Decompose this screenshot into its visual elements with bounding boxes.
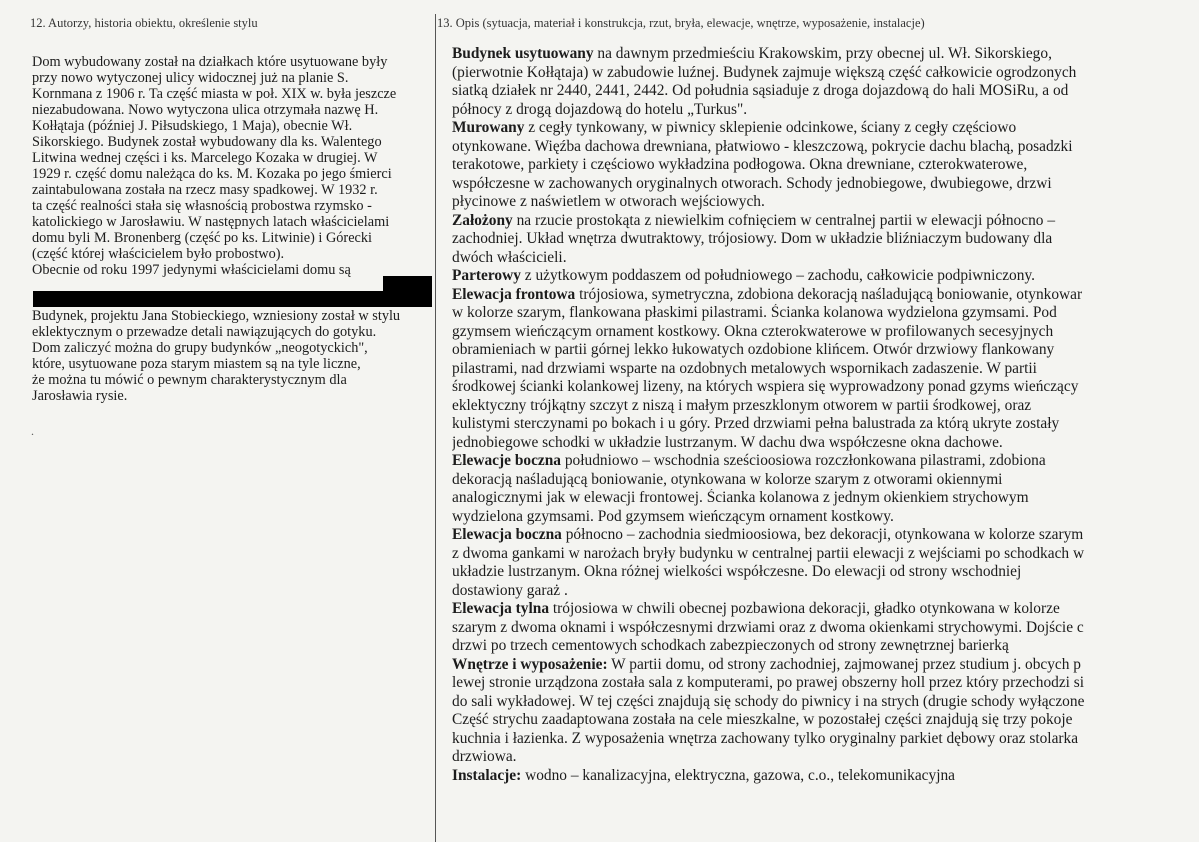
section-heading: Instalacje: <box>452 766 522 784</box>
text-line: które, usytuowane poza starym miastem są na tyle liczne, <box>32 356 361 372</box>
text-line <box>452 323 1199 342</box>
text-line <box>452 101 1199 120</box>
text-line <box>452 489 1199 508</box>
section-heading: Założony <box>452 211 513 229</box>
line-text: jednobiegowe schodki w układzie lustrzanym. W dachu dwa współczesne okna dachowe. <box>452 433 1003 451</box>
text-line <box>452 286 1199 305</box>
line-text: terakotowe, parkiety i częściowo wykładzina podłogowa. Okna drewniane, czterokwaterowe, <box>452 156 1028 173</box>
text-line <box>452 249 1199 268</box>
line-text: północno – zachodnia siedmioosiowa, bez dekoracji, otynkowana w kolorze szarym <box>561 526 1084 543</box>
text-line <box>452 730 1199 749</box>
section-heading: Budynek usytuowany <box>452 45 594 62</box>
text-line: Litwina wednej części i ks. Marcelego Kozaka w drugiej. W <box>32 150 378 166</box>
section-heading: Wnętrze i wyposażenie: <box>452 655 608 673</box>
left-section-header: 12. Autorzy, historia obiektu, określenie stylu <box>30 16 258 30</box>
text-line <box>452 82 1199 101</box>
line-text: na rzucie prostokąta z niewielkim cofnięciem w centralnej partii w elewacji północno – <box>512 211 1056 229</box>
line-text: z dwoma gankami w narożach bryły budynku w centralnej partii elewacji z wejściami po schodkach w <box>452 544 1085 562</box>
text-line: Dom zaliczyć można do grupy budynków „neogotyckich", <box>32 340 368 356</box>
line-text: z użytkowym poddaszem od południowego – zachodu, całkowicie podpiwniczony. <box>520 267 1035 284</box>
text-line: 1929 r. część domu należąca do ks. M. Kozaka po jego śmierci <box>32 166 392 182</box>
text-line: Obecnie od roku 1997 jedynymi właścicielami domu są <box>32 262 351 278</box>
text-line: Sikorskiego. Budynek został wybudowany dla ks. Walentego <box>32 134 382 150</box>
line-text: pilastrami, nad drzwiami wsparte na ozdobnych metalowych wspornikach zadaszenie. W partii <box>452 359 1037 377</box>
line-text: dwóch właścicieli. <box>452 248 567 266</box>
text-line: Kołłątaja (później J. Piłsudskiego, 1 Maja), obecnie Wł. <box>32 118 353 134</box>
text-line <box>452 674 1199 693</box>
text-line: eklektycznym o przewadze detali nawiązujących do gotyku. <box>32 324 377 340</box>
line-text: do sali wykładowej. W tej części znajdują się schody do piwnicy i na strych (drugie schody wyłączone <box>452 692 1085 710</box>
text-line <box>452 582 1199 601</box>
text-line: (część której właścicielem było probostwo). <box>32 246 285 262</box>
line-text: w kolorze szarym, flankowana płaskimi pilastrami. Ścianka kolanowa wydzielona gzymsami. Pod <box>452 304 1057 321</box>
text-line <box>452 600 1199 619</box>
line-text: na dawnym przedmieściu Krakowskim, przy obecnej ul. Wł. Sikorskiego, <box>593 45 1052 62</box>
line-text: układzie lustrzanym. Okna różnej wielkości współczesne. Do elewacji od strony wschodniej <box>452 563 1022 580</box>
line-text: trójosiowa w chwili obecnej pozbawiona dekoracji, gładko otynkowana w kolorze <box>549 600 1060 617</box>
line-text: południowo – wschodnia sześcioosiowa rozczłonkowana pilastrami, zdobiona <box>561 452 1046 469</box>
line-text: współczesne w zachowanych oryginalnych otworach. Schody jednobiegowe, dwubiegowe, drzwi <box>452 174 1052 192</box>
column-divider <box>435 14 436 842</box>
text-line <box>452 656 1199 675</box>
text-line <box>452 637 1199 656</box>
text-line <box>452 619 1199 638</box>
line-text: W partii domu, od strony zachodniej, zajmowanej przez studium j. obcych p <box>607 655 1082 673</box>
text-line <box>452 267 1199 286</box>
line-text: eklektyczny trójkątny szczyt z niszą i małym przeszklonym otworem w partii środkowej, oraz <box>452 396 1032 414</box>
section-heading: Murowany <box>452 119 525 136</box>
text-line: Kornmana z 1906 r. Ta część miasta w poł. XIX w. była jeszcze <box>32 86 397 102</box>
text-line: przy nowo wytyczonej ulicy widocznej już na planie S. <box>32 70 349 86</box>
text-line <box>452 526 1199 545</box>
text-line <box>452 748 1199 767</box>
line-text: północy z drogą dojazdową do hotelu „Turkus". <box>452 100 748 118</box>
line-text: otynkowane. Więźba dachowa drewniana, płatwiowo - kleszczową, pokrycie dachu blachą, posadzki <box>452 137 1073 155</box>
line-text: kulistymi sterczynami po bokach i u góry. Przed drzwiami pełna balustrada za którą ukryte zostały <box>452 415 1060 432</box>
line-text: lewej stronie urządzona została sala z komputerami, po prawej obszerny holl przez który przechodzi si <box>452 674 1085 691</box>
text-line: Jarosławia rysie. <box>32 388 128 404</box>
text-line: katolickiego w Jarosławiu. W następnych latach właścicielami <box>32 214 390 230</box>
stray-mark: . <box>31 424 34 438</box>
line-text: z cegły tynkowany, w piwnicy sklepienie odcinkowe, ściany z cegły częściowo <box>524 119 1017 136</box>
text-line <box>452 767 1199 786</box>
text-line <box>452 156 1199 175</box>
line-text: zachodniej. Układ wnętrza dwutraktowy, trójosiowy. Dom w układzie bliźniaczym budowany dla <box>452 230 1053 247</box>
line-text: (pierwotnie Kołłątaja) w zabudowie luźnej. Budynek zajmuje większą część całkowicie ogrodzonych <box>452 63 1077 81</box>
section-heading: Elewacja boczna <box>452 526 562 543</box>
description-text <box>452 45 1199 785</box>
text-line: niezabudowana. Nowo wytyczona ulica otrzymała nazwę H. <box>32 102 379 118</box>
text-line <box>452 341 1199 360</box>
text-line <box>452 119 1199 138</box>
line-text: dostawiony garaż . <box>452 581 568 599</box>
section-heading: Elewacja tylna <box>452 600 550 617</box>
text-line: Dom wybudowany został na działkach które usytuowane były <box>32 54 388 70</box>
text-line <box>452 452 1199 471</box>
text-line <box>452 563 1199 582</box>
line-text: szarym z dwoma oknami i współczesnymi drzwiami oraz z dwoma okienkami strychowymi. Dojście c <box>452 618 1084 636</box>
line-text: obramieniach w partii górnej lekko łukowatych ozdobione klińcem. Otwór drzwiowy flankowany <box>452 341 1055 358</box>
line-text: wodno – kanalizacyjna, elektryczna, gazowa, c.o., telekomunikacyjna <box>521 766 955 784</box>
text-line <box>452 304 1199 323</box>
line-text: gzymsem wieńczącym ornament kostkowy. Okna czterokwaterowe w profilowanych secesyjnych <box>452 322 1054 340</box>
text-line <box>452 508 1199 527</box>
line-text: dekoracją naśladującą boniowanie, otynkowana w kolorze szarym z otworami okiennymi <box>452 470 1003 488</box>
text-line <box>452 360 1199 379</box>
text-line: domu byli M. Bronenberg (część po ks. Litwinie) i Górecki <box>32 230 373 246</box>
section-heading: Parterowy <box>452 267 521 284</box>
text-line <box>452 434 1199 453</box>
text-line <box>452 193 1199 212</box>
text-line <box>452 693 1199 712</box>
text-line: ta część realności stała się własnością probostwa rzymsko - <box>32 198 372 214</box>
line-text: kuchnia i łazienka. Z wyposażenia wnętrza zachowany tylko oryginalny parkiet dębowy oraz stolarka <box>452 729 1079 747</box>
line-text: drzwi po trzech cementowych schodkach zabezpieczonych od strony zewnętrznej barierką <box>452 637 1009 654</box>
line-text: trójosiowa, symetryczna, zdobiona dekoracją naśladującą boniowanie, otynkowar <box>575 285 1083 303</box>
text-line <box>452 471 1199 490</box>
line-text: drzwiowa. <box>452 748 517 765</box>
text-line: Budynek, projektu Jana Stobieckiego, wzniesiony został w stylu <box>32 308 401 324</box>
section-heading: Elewacja frontowa <box>452 285 576 303</box>
line-text: siatką działek nr 2440, 2441, 2442. Od południa sąsiaduje z droga dojazdową do hali MOSiRu, a od <box>452 82 1069 99</box>
text-line <box>452 415 1199 434</box>
text-line <box>452 212 1199 231</box>
redaction-block <box>33 291 432 307</box>
text-line <box>452 175 1199 194</box>
right-section-header: 13. Opis (sytuacja, materiał i konstrukcja, rzut, bryła, elewacje, wnętrze, wyposażenie, instalacje) <box>437 16 925 30</box>
line-text: Część strychu zaadaptowana została na cele mieszkalne, w pozostałej części znajdują się trzy pokoje <box>452 711 1073 728</box>
line-text: środkowej ścianki kolankowej lizeny, na których wspiera się wyprowadzony ponad gzyms wieńczący <box>452 378 1079 395</box>
text-line <box>452 545 1199 564</box>
line-text: wydzielona gzymsami. Pod gzymsem wieńczącym ornament kostkowy. <box>452 507 894 525</box>
text-line <box>452 64 1199 83</box>
section-heading: Elewacje boczna <box>452 452 561 469</box>
text-line <box>452 230 1199 249</box>
text-line: że można tu mówić o pewnym charakterystycznym dla <box>32 372 347 388</box>
text-line <box>452 378 1199 397</box>
text-line <box>452 138 1199 157</box>
line-text: płycinowe z naświetlem w otworach wejściowych. <box>452 193 765 210</box>
text-line <box>452 45 1199 64</box>
line-text: analogicznymi jak w elewacji frontowej. Ścianka kolanowa z jednym okienkiem strychowym <box>452 489 1029 506</box>
text-line: zaintabulowana została na rzecz masy spadkowej. W 1932 r. <box>32 182 378 198</box>
text-line <box>452 711 1199 730</box>
text-line <box>452 397 1199 416</box>
history-paragraph <box>32 54 432 278</box>
style-paragraph <box>32 308 432 404</box>
